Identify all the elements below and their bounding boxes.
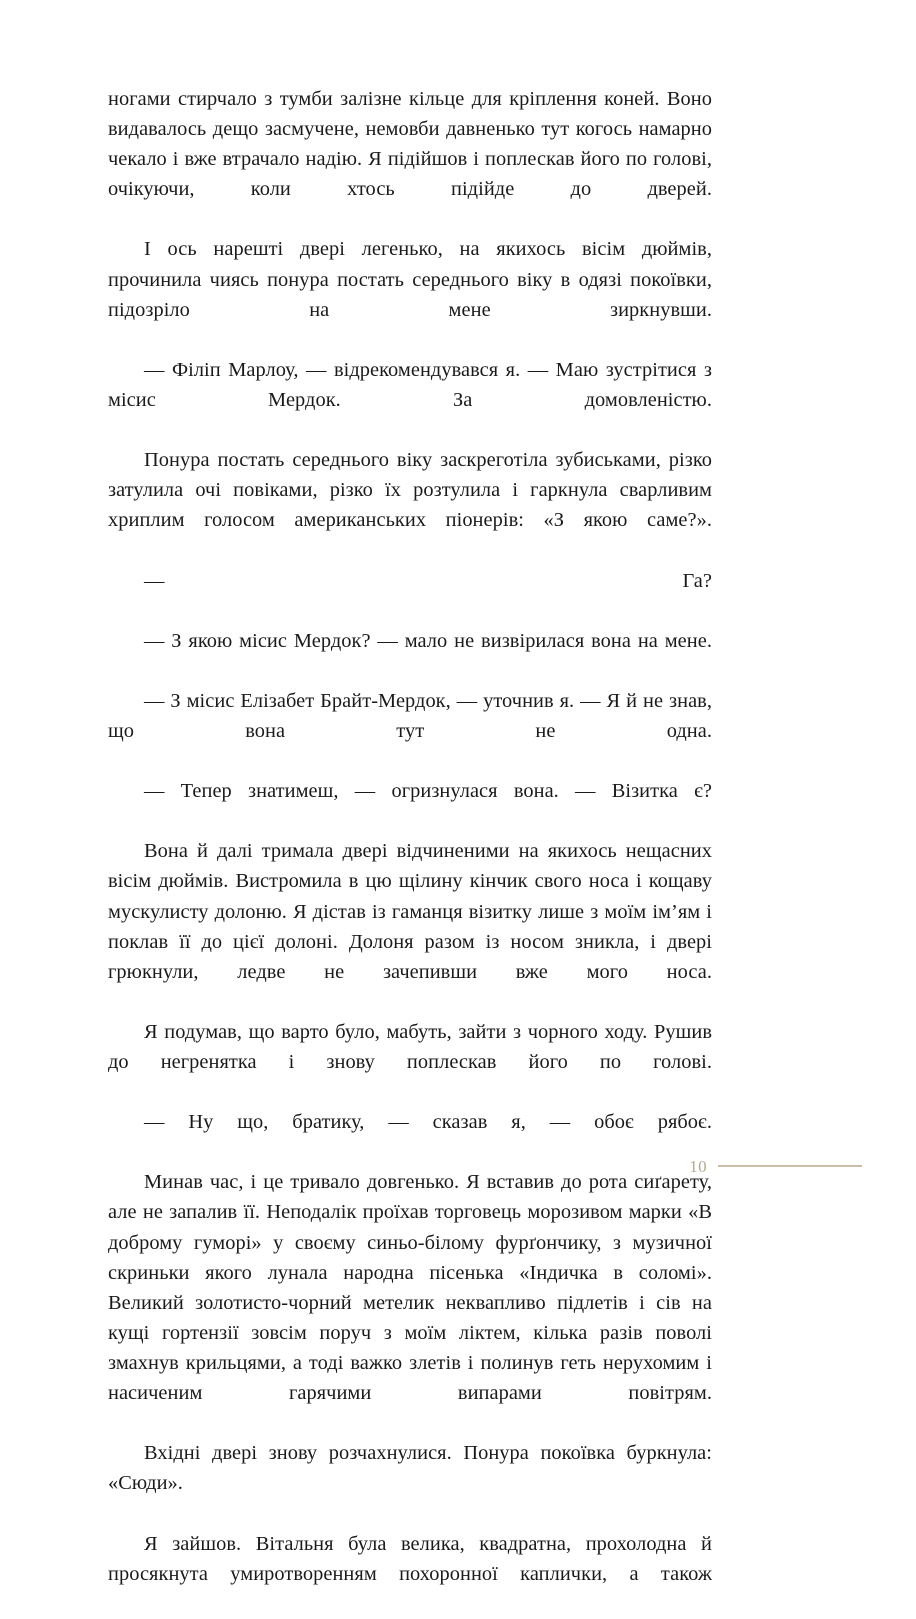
dialogue-paragraph: — Ну що, братику, — сказав я, — обоє рябоє. [144,1111,712,1134]
dialogue-paragraph: — Тепер знатимеш, — огризнулася вона. — Візитка є? [144,780,712,803]
dialogue-paragraph: — Філіп Марлоу, — відрекомендувався я. — Маю зустрітися з місис Мердок. За домовленістю. [108,358,712,411]
paragraph: Минав час, і це тривало довгенько. Я вставив до рота сиґарету, але не запалив її. Неподалік проїхав торговець морозивом марки «В доброму гуморі» у своєму синьо-білому фурґончику, з музичної скриньки якого лунала народна пісенька «Індичка в соломі». Великий золотисто-чорний метелик неквапливо підлетів і сів на кущі гортензії зовсім поруч з моїм ліктем, кілька разів поволі змахнув крильцями, а тоді важко злетів і полинув геть нерухомим і насиченим гарячими випарами повітрям. [108,1171,712,1405]
dialogue-paragraph: — З якою місис Мердок? — мало не визвірилася вона на мене. [144,629,712,652]
footer-decorative-rule [718,1165,862,1167]
paragraph: Я подумав, що варто було, мабуть, зайти з чорного ходу. Рушив до негренятка і знову поплескав його по голові. [108,1020,712,1073]
page-number: 10 [689,1156,707,1176]
paragraph: Понура постать середнього віку заскреготіла зубиськами, різко затулила очі повіками, різко їх розтулила і гаркнула сварливим хриплим голосом американських піонерів: «З якою саме?». [108,449,712,532]
page-footer [108,1153,862,1179]
paragraph: ногами стирчало з тумби залізне кільце для кріплення коней. Воно видавалось дещо засмучене, немовби давненько тут когось намарно чекало і вже втрачало надію. Я підійшов і поплескав його по голові, очікуючи, коли хтось підійде до дверей. [108,88,712,201]
paragraph: Я зайшов. Вітальня була велика, квадратна, прохолодна й просякнута умиротворенням похоронної каплички, а також [108,1532,712,1585]
dialogue-paragraph: — Га? [144,569,712,592]
dialogue-paragraph: — З місис Елізабет Брайт-Мердок, — уточнив я. — Я й не знав, що вона тут не одна. [108,689,712,742]
paragraph: Вона й далі тримала двері відчиненими на якихось нещасних вісім дюймів. Вистромила в цю щілину кінчик свого носа і кощаву мускулисту долоню. Я дістав із гаманця візитку лише з моїм ім’ям і поклав її до цієї долоні. Долоня разом із носом зникла, і двері грюкнули, ледве не зачепивши вже мого носа. [108,840,712,983]
paragraph: Вхідні двері знову розчахнулися. Понура покоївка буркнула: «Сюди». [108,1442,712,1495]
body-text-column [108,84,712,1619]
paragraph: І ось нарешті двері легенько, на якихось вісім дюймів, прочинила чиясь понура постать середнього віку в одязі покоївки, підозріло на мене зиркнувши. [108,238,712,321]
